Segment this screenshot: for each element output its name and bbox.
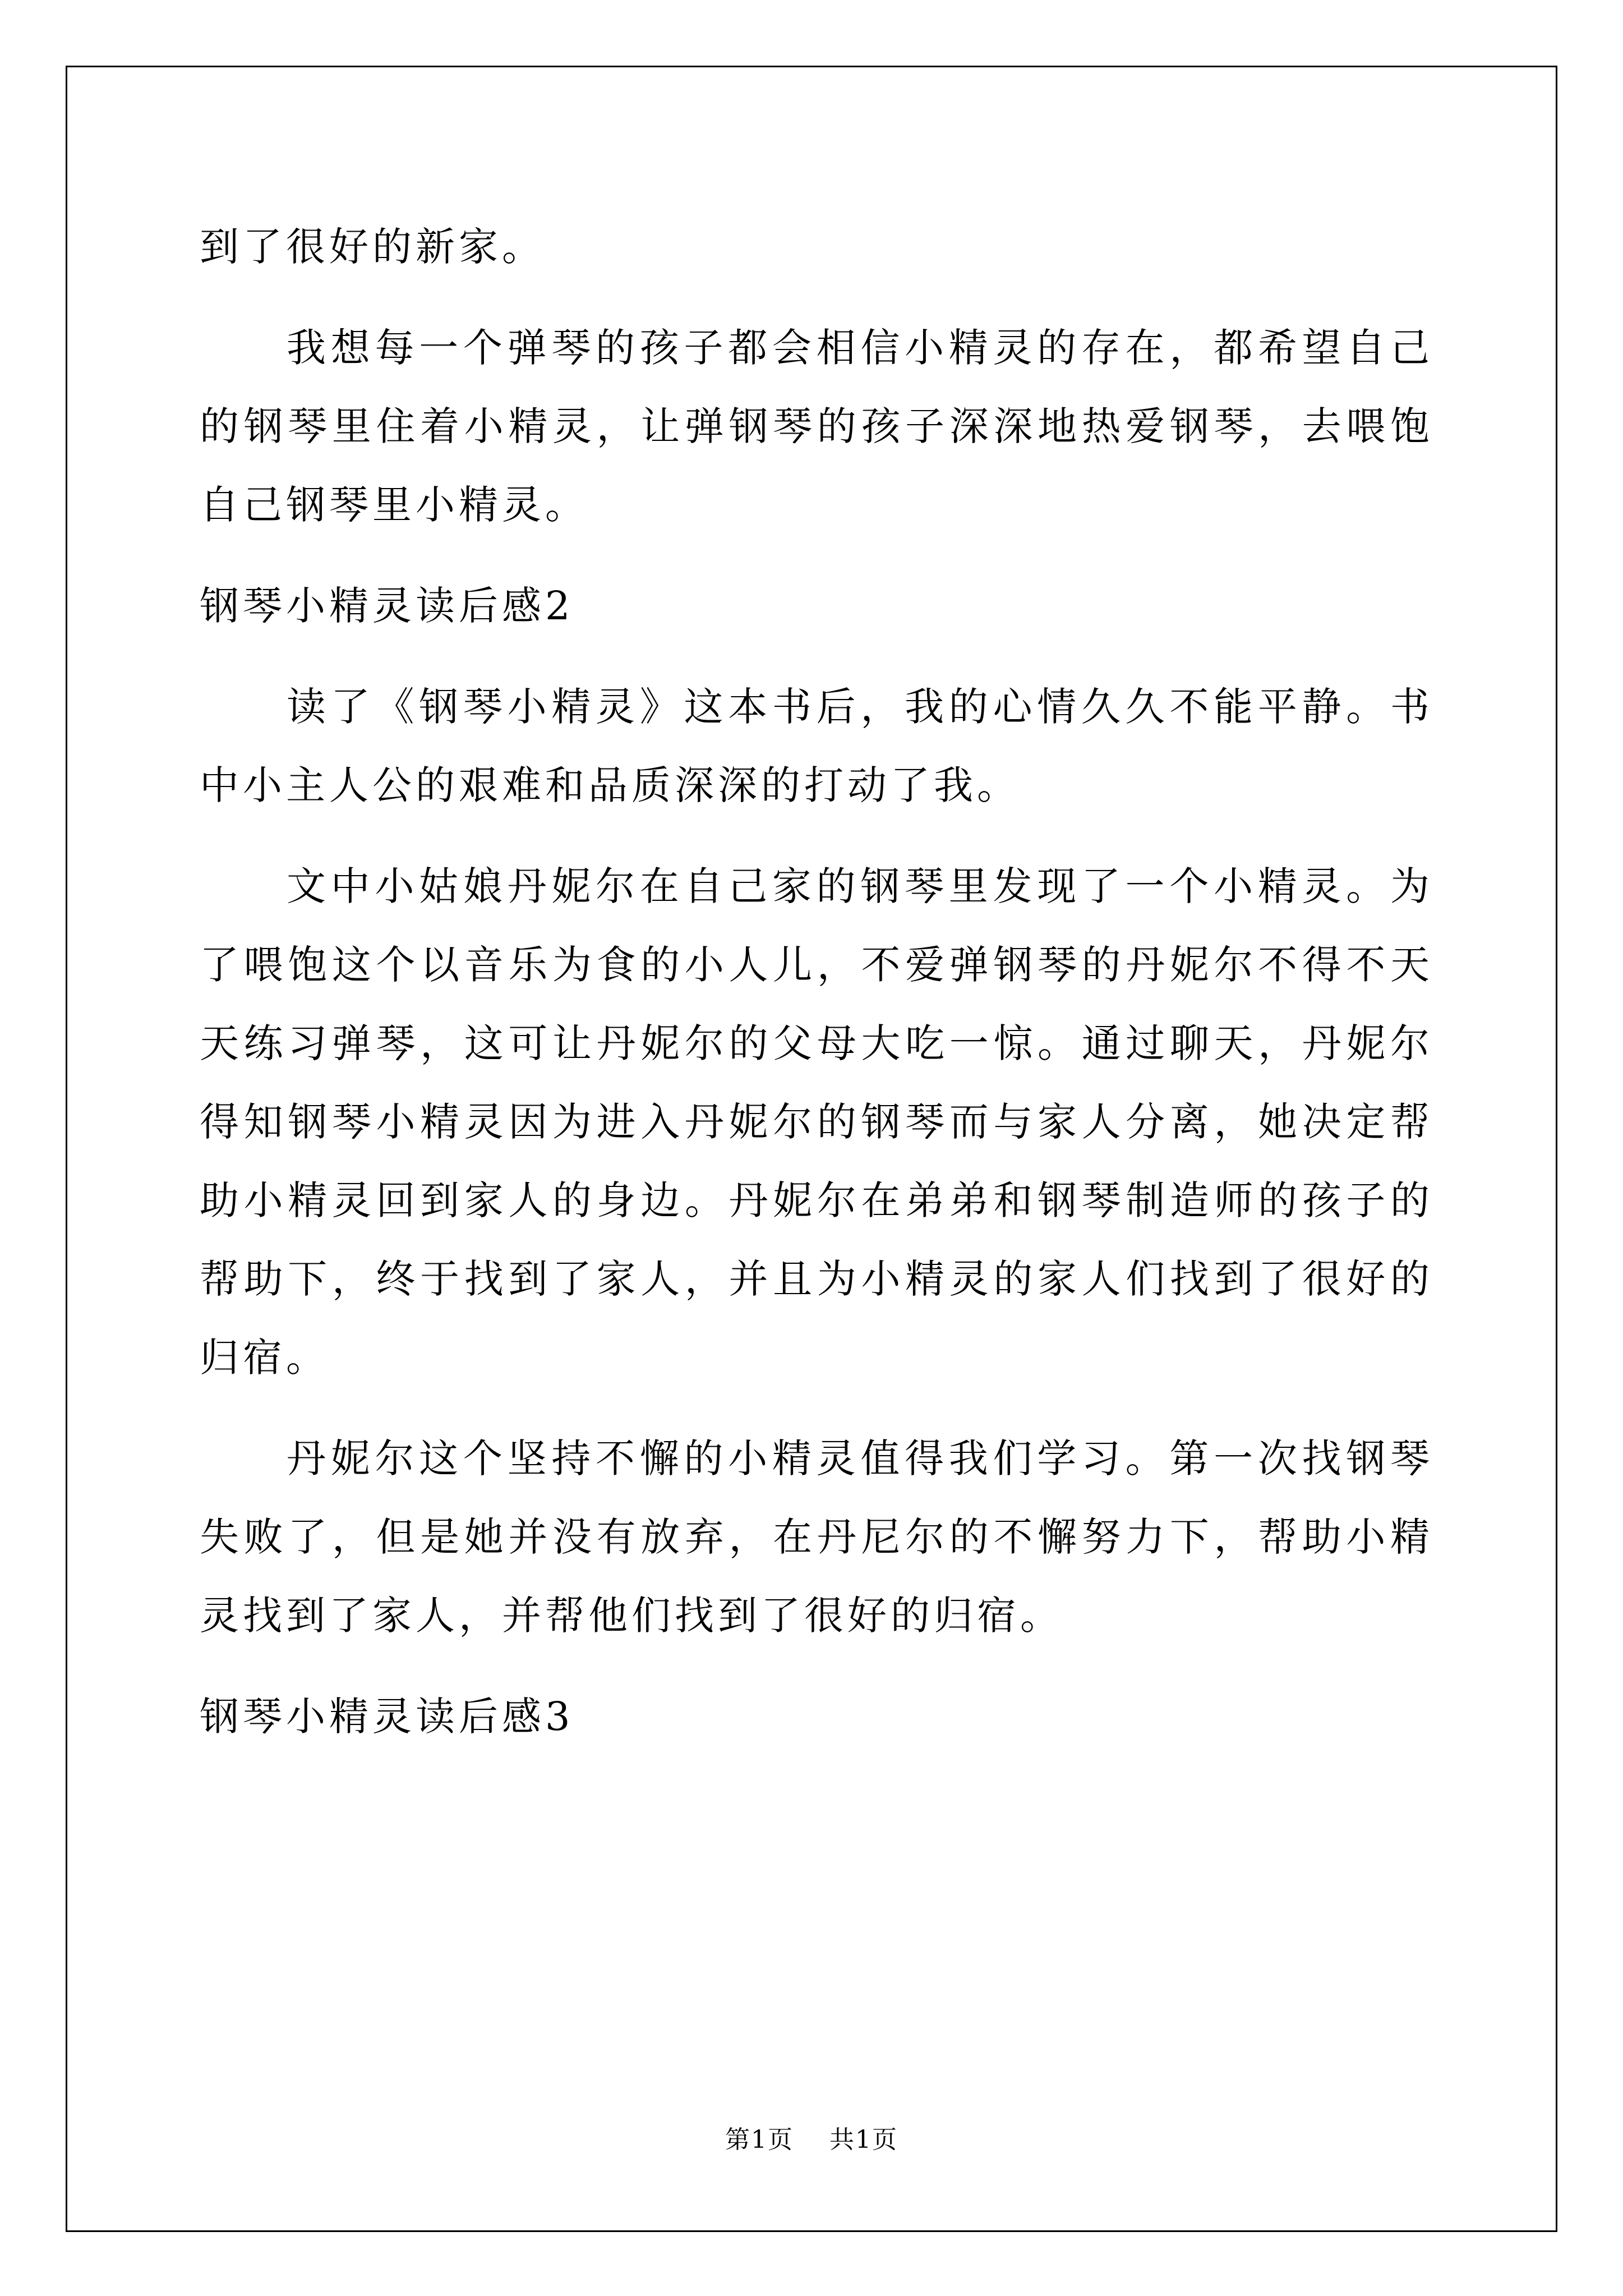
paragraph: 我想每一个弹琴的孩子都会相信小精灵的存在，都希望自己的钢琴里住着小精灵，让弹钢琴的孩子深深地热爱钢琴，去喂饱自己钢琴里小精灵。 (200, 325, 1433, 528)
section-heading: 钢琴小精灵读后感3 (200, 1694, 574, 1740)
paragraph: 读了《钢琴小精灵》这本书后，我的心情久久不能平静。书中小主人公的艰难和品质深深的打动了我。 (200, 684, 1433, 808)
section-heading: 钢琴小精灵读后感2 (200, 583, 574, 629)
paragraph: 到了很好的新家。 (200, 224, 545, 270)
page-total: 共1页 (829, 2125, 898, 2154)
paragraph: 丹妮尔这个坚持不懈的小精灵值得我们学习。第一次找钢琴失败了，但是她并没有放弃，在丹尼尔的不懈努力下，帮助小精灵找到了家人，并帮他们找到了很好的归宿。 (200, 1435, 1433, 1639)
document-body (200, 208, 1433, 1778)
paragraph: 文中小姑娘丹妮尔在自己家的钢琴里发现了一个小精灵。为了喂饱这个以音乐为食的小人儿，不爱弹钢琴的丹妮尔不得不天天练习弹琴，这可让丹妮尔的父母大吃一惊。通过聊天，丹妮尔得知钢琴小精灵因为进入丹妮尔的钢琴而与家人分离，她决定帮助小精灵回到家人的身边。丹妮尔在弟弟和钢琴制造师的孩子的帮助下，终于找到了家人，并且为小精灵的家人们找到了很好的归宿。 (200, 863, 1433, 1381)
page-footer (0, 2123, 1623, 2157)
page-number: 第1页 (725, 2125, 794, 2154)
